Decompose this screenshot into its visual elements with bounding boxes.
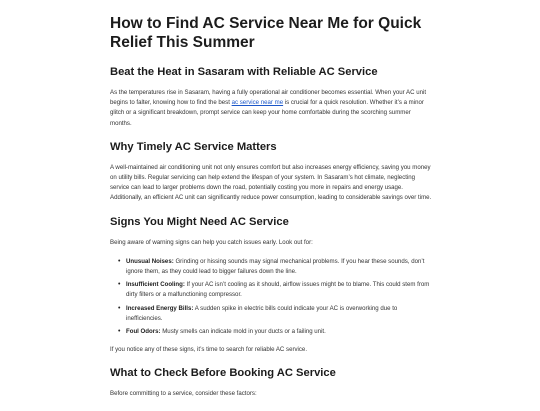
article-title: How to Find AC Service Near Me for Quick Relief This Summer [110, 15, 422, 51]
section-outro: If you notice any of these signs, it’s time to search for reliable AC service. [110, 346, 308, 354]
paragraph-text: As the temperatures rise in Sasaram, having a fully operational air conditioner becomes essential. When your AC unit begins to falter, knowing how to find the best [110, 89, 427, 107]
section-heading-why-timely: Why Timely AC Service Matters [110, 140, 277, 153]
paragraph-text: is crucial for a quick resolution. Whether it’s a minor glitch or a significant breakdown, prompt service can keep your home comfortable during the scorching summer months. [110, 99, 424, 127]
section-heading-signs: Signs You Might Need AC Service [110, 215, 289, 228]
list-item-text: Musty smells can indicate mold in your ducts or a failing unit. [160, 328, 326, 336]
ac-service-link[interactable]: ac service near me [231, 99, 284, 107]
article [110, 14, 432, 411]
section-paragraph [110, 88, 432, 129]
section-heading-what-to-check: What to Check Before Booking AC Service [110, 367, 336, 380]
list-item-term: Unusual Noises: [126, 257, 174, 265]
section-intro: Being aware of warning signs can help you catch issues early. Look out for: [110, 238, 313, 246]
list-item [126, 257, 432, 277]
list-item-term: Increased Energy Bills: [126, 304, 194, 312]
section-heading-beat-the-heat: Beat the Heat in Sasaram with Reliable AC Service [110, 66, 378, 78]
list-item-text: Grinding or hissing sounds may signal mechanical problems. If you hear these sounds, don’t ignore them, as they could lead to bigger failures down the line. [126, 257, 425, 276]
list-item-text: A sudden spike in electric bills could indicate your AC is overworking due to inefficiencies. [126, 304, 398, 322]
list-item [126, 280, 432, 300]
list-item [126, 327, 432, 337]
warning-signs-list [110, 257, 432, 337]
list-item-term: Foul Odors: [126, 328, 161, 336]
list-item [126, 304, 432, 324]
section-intro: Before committing to a service, consider these factors: [110, 390, 257, 398]
list-item-text: If your AC isn’t cooling as it should, airflow issues might be to blame. This could stem from dirty filters or a malfunctioning compressor. [126, 281, 430, 299]
section-paragraph: A well-maintained air conditioning unit not only ensures comfort but also increases energy efficiency, saving you money on utility bills. Regular servicing can help extend the lifespan of your system. In Sasaram’s hot climate, neglecting service can lead to larger problems down the road, potentially costing you more in repairs and energy usage. Additionally, an efficient AC unit can significantly reduce power consumption, leading to considerable savings over time. [110, 163, 432, 202]
list-item-term: Insufficient Cooling: [126, 281, 185, 289]
